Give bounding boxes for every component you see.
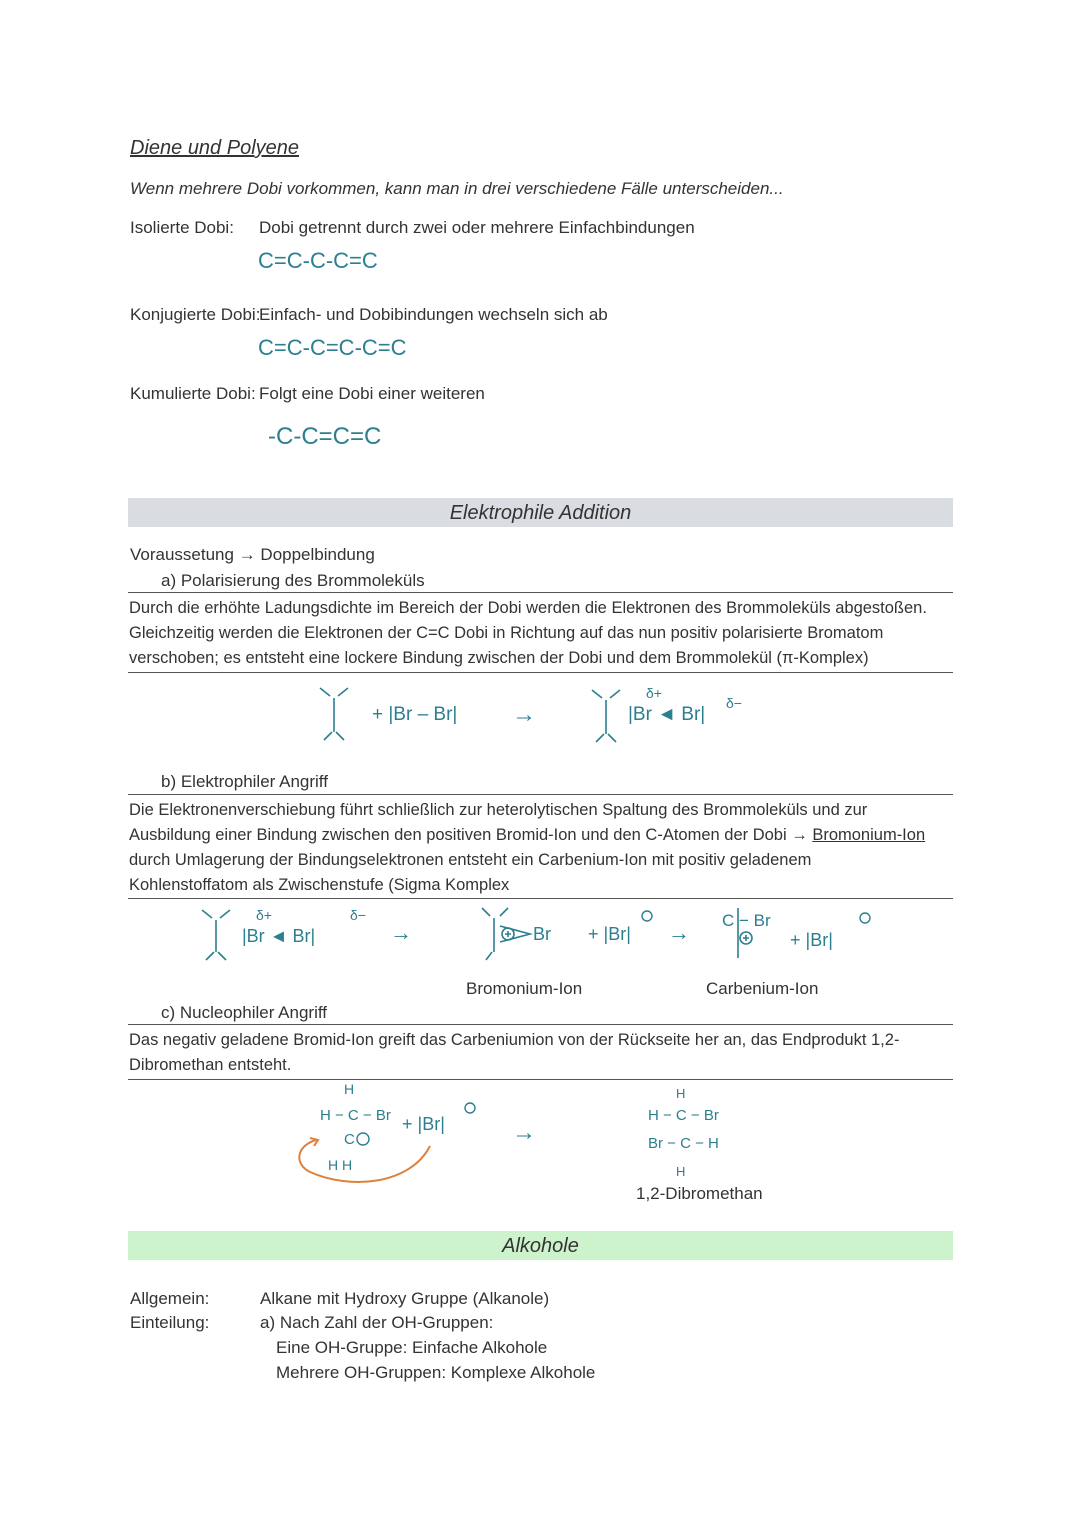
alkohole-label-einteilung: Einteilung: [130,1313,210,1332]
label-carbenium-ion: Carbenium-Ion [706,979,819,998]
eq-a-left: + |Br – Br| [372,704,458,725]
equation-nucleophilic-attack [290,1080,770,1190]
electron-arrow-icon [299,1140,430,1182]
diene-intro: Wenn mehrere Dobi vorkommen, kann man in drei verschiedene Fälle unterscheiden... [130,179,784,198]
minus-charge-icon [465,1103,475,1113]
section-title-diene: Diene und Polyene [130,137,300,159]
banner-elektrophile-addition [128,498,953,527]
minus-charge-icon [642,911,652,921]
eq-a-right: |Br ◄ Br| [628,704,706,725]
isolierte-formula [252,242,472,280]
ethene-sketch-right [592,690,620,742]
eq-c-c: C [344,1131,355,1148]
step-a-title: a) Polarisierung des Brommoleküls [161,571,425,590]
step-b-text-2: durch Umlagerung der Bindungselektronen entsteht ein Carbenium-Ion mit positiv geladenem Kohlenstoffatom als Zwischenstufe (Sigma Komplex [129,851,812,894]
delta-plus: δ+ [646,685,662,701]
banner-elektrophile-addition-label: Elektrophile Addition [449,502,632,524]
voraussetzung: Voraussetung → Doppelbindung [130,545,375,564]
eq-c-prod-h-top: H [676,1086,686,1101]
step-b-title: b) Elektrophiler Angriff [161,772,328,791]
divider [128,794,953,795]
eq-c-hcbr: H − C − Br [320,1107,391,1124]
label-bromonium-ion: Bromonium-Ion [466,979,583,998]
konjugierte-text: Einfach- und Dobibindungen wechseln sich ab [259,305,608,324]
isolierte-label: Isolierte Dobi: [130,218,234,237]
reaction-arrow-icon: → [390,920,412,945]
kumulierte-formula-text: -C-C=C=C [268,423,382,450]
divider [128,898,953,899]
konjugierte-formula [252,328,492,368]
alkohole-line: Eine OH-Gruppe: Einfache Alkohole [276,1338,548,1357]
step-b-text [129,798,929,898]
equation-pi-complex [300,678,760,758]
step-c-title: c) Nucleophiler Angriff [161,1003,327,1022]
product-label: 1,2-Dibromethan [636,1184,763,1203]
eq-c-prod-hcbr: H − C − Br [648,1107,719,1124]
alkohole-line: a) Nach Zahl der OH-Gruppen: [260,1313,494,1332]
eq-c-hh: H H [328,1157,353,1173]
eq-c-prod-h-bottom: H [676,1164,686,1179]
reaction-arrow-icon: → [512,1119,536,1146]
eq-b-plus: + |Br| [588,924,631,944]
eq-b-mid: Br [533,924,551,944]
konjugierte-formula-text: C=C-C=C-C=C [258,335,407,360]
step-c-text: Das negativ geladene Bromid-Ion greift das Carbeniumion von der Rückseite her an, das Endprodukt 1,2-Dibromethan entsteht. [129,1031,900,1074]
ethene-sketch-b [202,910,230,960]
eq-c-plus: + |Br| [402,1114,445,1134]
banner-alkohole [128,1231,953,1260]
kumulierte-label: Kumulierte Dobi: [130,384,256,403]
bromonium-sketch [482,908,530,960]
alkohole-line: Alkane mit Hydroxy Gruppe (Alkanole) [260,1289,550,1308]
eq-c-h-top: H [344,1081,355,1097]
plus-charge-icon [357,1133,369,1145]
delta-minus: δ− [726,695,742,711]
eq-b-right: C − Br [722,911,771,930]
step-a-text: Durch die erhöhte Ladungsdichte im Bereich der Dobi werden die Elektronen des Brommoleküls abgestoßen. Gleichzeitig werden die Elektronen der C=C Dobi in Richtung auf das nun positiv polarisierte Bromatom verschoben; es entsteht eine lockere Bindung zwischen der Dobi und dem Brommolekül (π-Komplex) [129,599,927,667]
isolierte-text: Dobi getrennt durch zwei oder mehrere Einfachbindungen [259,218,695,237]
isolierte-formula-text: C=C-C-C=C [258,248,378,273]
reaction-arrow-icon: → [512,701,536,728]
delta-minus-b: δ− [350,907,366,923]
alkohole-line: Mehrere OH-Gruppen: Komplexe Alkohole [276,1363,596,1382]
alkohole-label-allgemein: Allgemein: [130,1289,210,1308]
divider [128,592,953,593]
konjugierte-label: Konjugierte Dobi: [130,305,261,324]
reaction-arrow-icon: → [668,920,690,945]
eq-c-prod-brch: Br − C − H [648,1135,719,1152]
divider [128,1024,953,1025]
kumulierte-text: Folgt eine Dobi einer weiteren [259,384,485,403]
minus-charge-icon [860,913,870,923]
divider [128,672,953,673]
eq-b-plus2: + |Br| [790,930,833,950]
equation-sigma-complex [190,902,890,972]
step-b-text-1: Die Elektronenverschiebung führt schließlich zur heterolytischen Spaltung des Brommoleküls und zur Ausbildung einer Bindung zwischen den positiven Bromid-Ion und den C-Atomen der Dobi → [129,801,868,844]
banner-alkohole-label: Alkohole [502,1235,579,1257]
kumulierte-formula [262,410,462,462]
bromonium-ion-link: Bromonium-Ion [812,826,926,844]
eq-b-left: |Br ◄ Br| [242,926,316,946]
ethene-sketch-left [320,688,348,740]
delta-plus-b: δ+ [256,907,272,923]
